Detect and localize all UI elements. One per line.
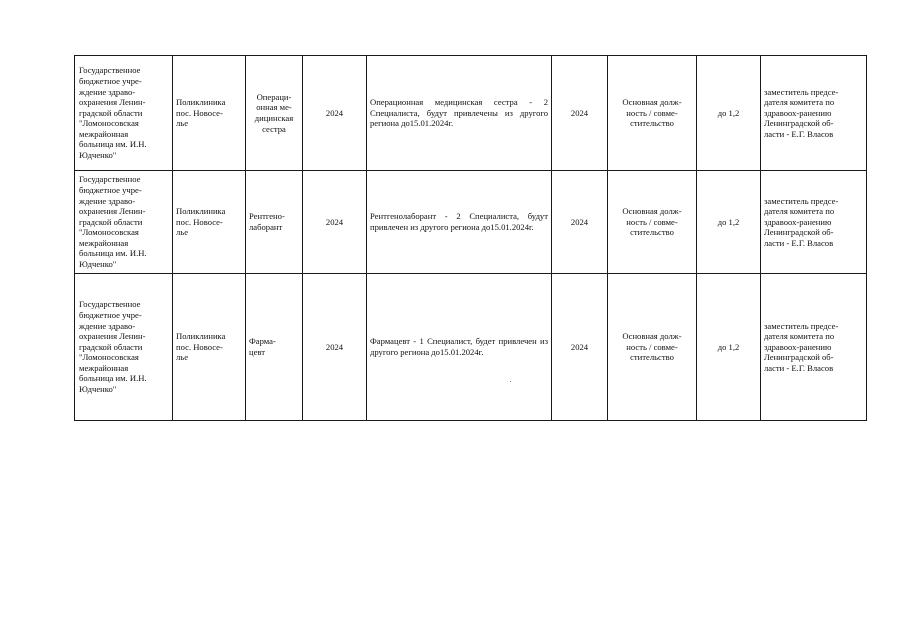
rate-cell [697, 56, 761, 171]
employment-text: Основная долж- ность / совме- стительство [622, 97, 682, 129]
employment-cell [608, 56, 697, 171]
department-cell [173, 171, 246, 274]
department-text: Поликлиника пос. Новосе- лье [176, 206, 226, 238]
department-text: Поликлиника пос. Новосе- лье [176, 331, 226, 363]
year2-text: 2024 [570, 107, 589, 118]
department-cell [173, 56, 246, 171]
employment-cell [608, 274, 697, 421]
year-text: 2024 [325, 107, 344, 118]
organization-cell [75, 274, 173, 421]
organization-text: Государственное бюджетное учре- ждение здраво- охранения Ленин- градской области "Ломоносовская межрайонная больница им. И.Н. Юдченко" [79, 65, 147, 161]
year2-cell [552, 274, 608, 421]
responsible-text: заместитель предсе- дателя комитета по здравоох-ранению Ленинградской об- ласти - Е.Г. Власов [764, 320, 839, 373]
rate-text: до 1,2 [717, 107, 740, 118]
employment-text: Основная долж- ность / совме- стительство [622, 331, 682, 363]
description-cell [367, 274, 552, 421]
description-text: Фармацевт - 1 Специалист, будет привлечен из другого региона до15.01.2024г. [370, 336, 548, 357]
rate-text: до 1,2 [717, 216, 740, 227]
year2-cell [552, 171, 608, 274]
staffing-table [74, 55, 867, 421]
scan-speck [510, 381, 511, 382]
rate-cell [697, 171, 761, 274]
position-text: Операци- онная ме- дицинская сестра [254, 91, 294, 134]
description-cell [367, 171, 552, 274]
year2-text: 2024 [570, 341, 589, 352]
rate-text: до 1,2 [717, 341, 740, 352]
responsible-text: заместитель предсе- дателя комитета по здравоох-ранению Ленинградской об- ласти - Е.Г. Власов [764, 195, 839, 248]
responsible-cell [761, 274, 867, 421]
position-text: Рентгено- лаборант [249, 211, 285, 232]
description-text: Рентгенолаборант - 2 Специалиста, будут привлечен из другого региона до15.01.2024г. [370, 211, 548, 232]
position-cell [246, 274, 303, 421]
employment-cell [608, 171, 697, 274]
organization-cell [75, 171, 173, 274]
description-text: Операционная медицинская сестра - 2 Специалиста, будут привлечены из другого региона до15.01.2024г. [370, 97, 548, 129]
position-text: Фарма- цевт [249, 336, 276, 357]
year-cell [303, 274, 367, 421]
table-row [75, 171, 867, 274]
year-cell [303, 56, 367, 171]
year-text: 2024 [325, 216, 344, 227]
department-text: Поликлиника пос. Новосе- лье [176, 97, 226, 129]
year-text: 2024 [325, 341, 344, 352]
year-cell [303, 171, 367, 274]
organization-text: Государственное бюджетное учре- ждение здраво- охранения Ленин- градской области "Ломоносовская межрайонная больница им. И.Н. Юдченко" [79, 299, 147, 395]
organization-text: Государственное бюджетное учре- ждение здраво- охранения Ленин- градской области "Ломоносовская межрайонная больница им. И.Н. Юдченко" [79, 174, 147, 270]
year2-cell [552, 56, 608, 171]
rate-cell [697, 274, 761, 421]
year2-text: 2024 [570, 216, 589, 227]
department-cell [173, 274, 246, 421]
table-row [75, 274, 867, 421]
responsible-text: заместитель предсе- дателя комитета по здравоох-ранению Ленинградской об- ласти - Е.Г. Власов [764, 86, 839, 139]
table-row [75, 56, 867, 171]
responsible-cell [761, 171, 867, 274]
position-cell [246, 56, 303, 171]
description-cell [367, 56, 552, 171]
organization-cell [75, 56, 173, 171]
employment-text: Основная долж- ность / совме- стительство [622, 206, 682, 238]
responsible-cell [761, 56, 867, 171]
position-cell [246, 171, 303, 274]
